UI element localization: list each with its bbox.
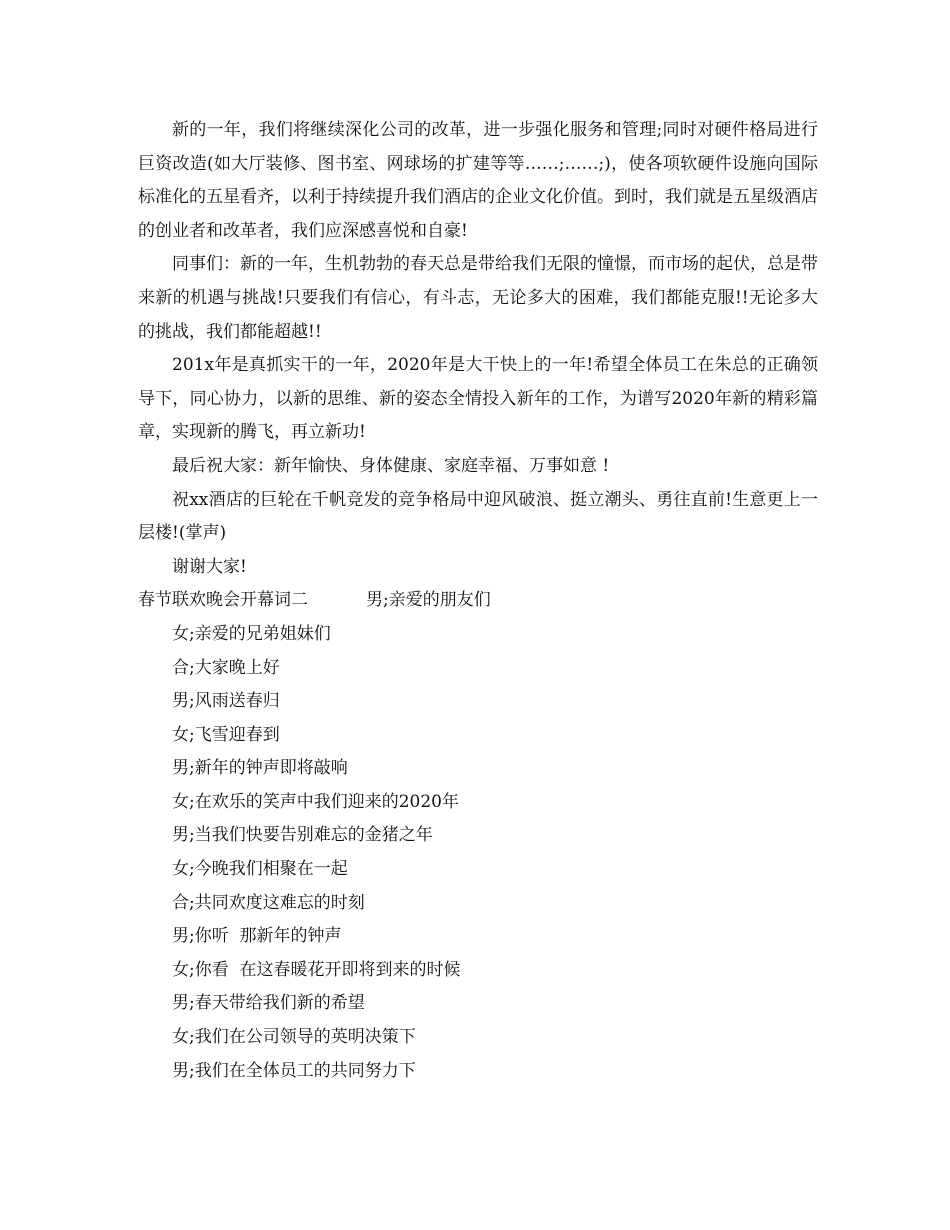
dialogue-line: 合;大家晚上好 — [172, 657, 280, 678]
dialogue-line: 女;今晚我们相聚在一起 — [172, 859, 348, 880]
dialogue-line: 女;你看 在这春暖花开即将到来的时候 — [172, 959, 461, 980]
dialogue-line: 女;在欢乐的笑声中我们迎来的2020年 — [172, 791, 459, 812]
dialogue-line: 男;新年的钟声即将敲响 — [172, 758, 348, 779]
paragraph-colleagues: 同事们：新的一年，生机勃勃的春天总是带给我们无限的憧憬，而市场的起伏，总是带来新的机遇与挑战!只要我们有信心，有斗志，无论多大的困难，我们都能克服!!无论多大的挑战，我们都能超越!! — [138, 254, 818, 342]
dialogue-line: 男;风雨送春归 — [172, 691, 280, 712]
paragraph-thanks: 谢谢大家! — [172, 556, 247, 577]
dialogue-line: 男;当我们快要告别难忘的金猪之年 — [172, 825, 433, 846]
paragraph-hotel-blessing: 祝xx酒店的巨轮在千帆竞发的竞争格局中迎风破浪、挺立潮头、勇往直前!生意更上一层楼!(掌声) — [138, 489, 818, 544]
paragraph-new-year: 201x年是真抓实干的一年，2020年是大干快上的一年!希望全体员工在朱总的正确领导下，同心协力，以新的思维、新的姿态全情投入新年的工作，为谱写2020年新的精彩篇章，实现新的腾飞，再立新功! — [138, 355, 818, 443]
paragraph-wishes: 最后祝大家：新年愉快、身体健康、家庭幸福、万事如意 ! — [172, 455, 610, 476]
section-title: 春节联欢晚会开幕词二 — [138, 590, 308, 611]
dialogue-line: 男;春天带给我们新的希望 — [172, 993, 365, 1014]
dialogue-line: 男;你听 那新年的钟声 — [172, 926, 342, 947]
paragraph-reform: 新的一年，我们将继续深化公司的改革，进一步强化服务和管理;同时对硬件格局进行巨资改造(如大厅装修、图书室、网球场的扩建等等……;……;)，使各项软硬件设施向国际标准化的五星看齐，以利于持续提升我们酒店的企业文化价值。到时，我们就是五星级酒店的创业者和改革者，我们应深感喜悦和自豪! — [138, 120, 818, 241]
dialogue-line: 合;共同欢度这难忘的时刻 — [172, 892, 365, 913]
section-heading-line — [138, 584, 818, 618]
dialogue-first-line: 男;亲爱的朋友们 — [366, 590, 491, 611]
dialogue-line: 女;亲爱的兄弟姐妹们 — [172, 623, 331, 644]
dialogue-line: 女;我们在公司领导的英明决策下 — [172, 1027, 416, 1048]
dialogue-line: 女;飞雪迎春到 — [172, 724, 280, 745]
dialogue-line: 男;我们在全体员工的共同努力下 — [172, 1060, 416, 1081]
document-body — [138, 114, 818, 1088]
